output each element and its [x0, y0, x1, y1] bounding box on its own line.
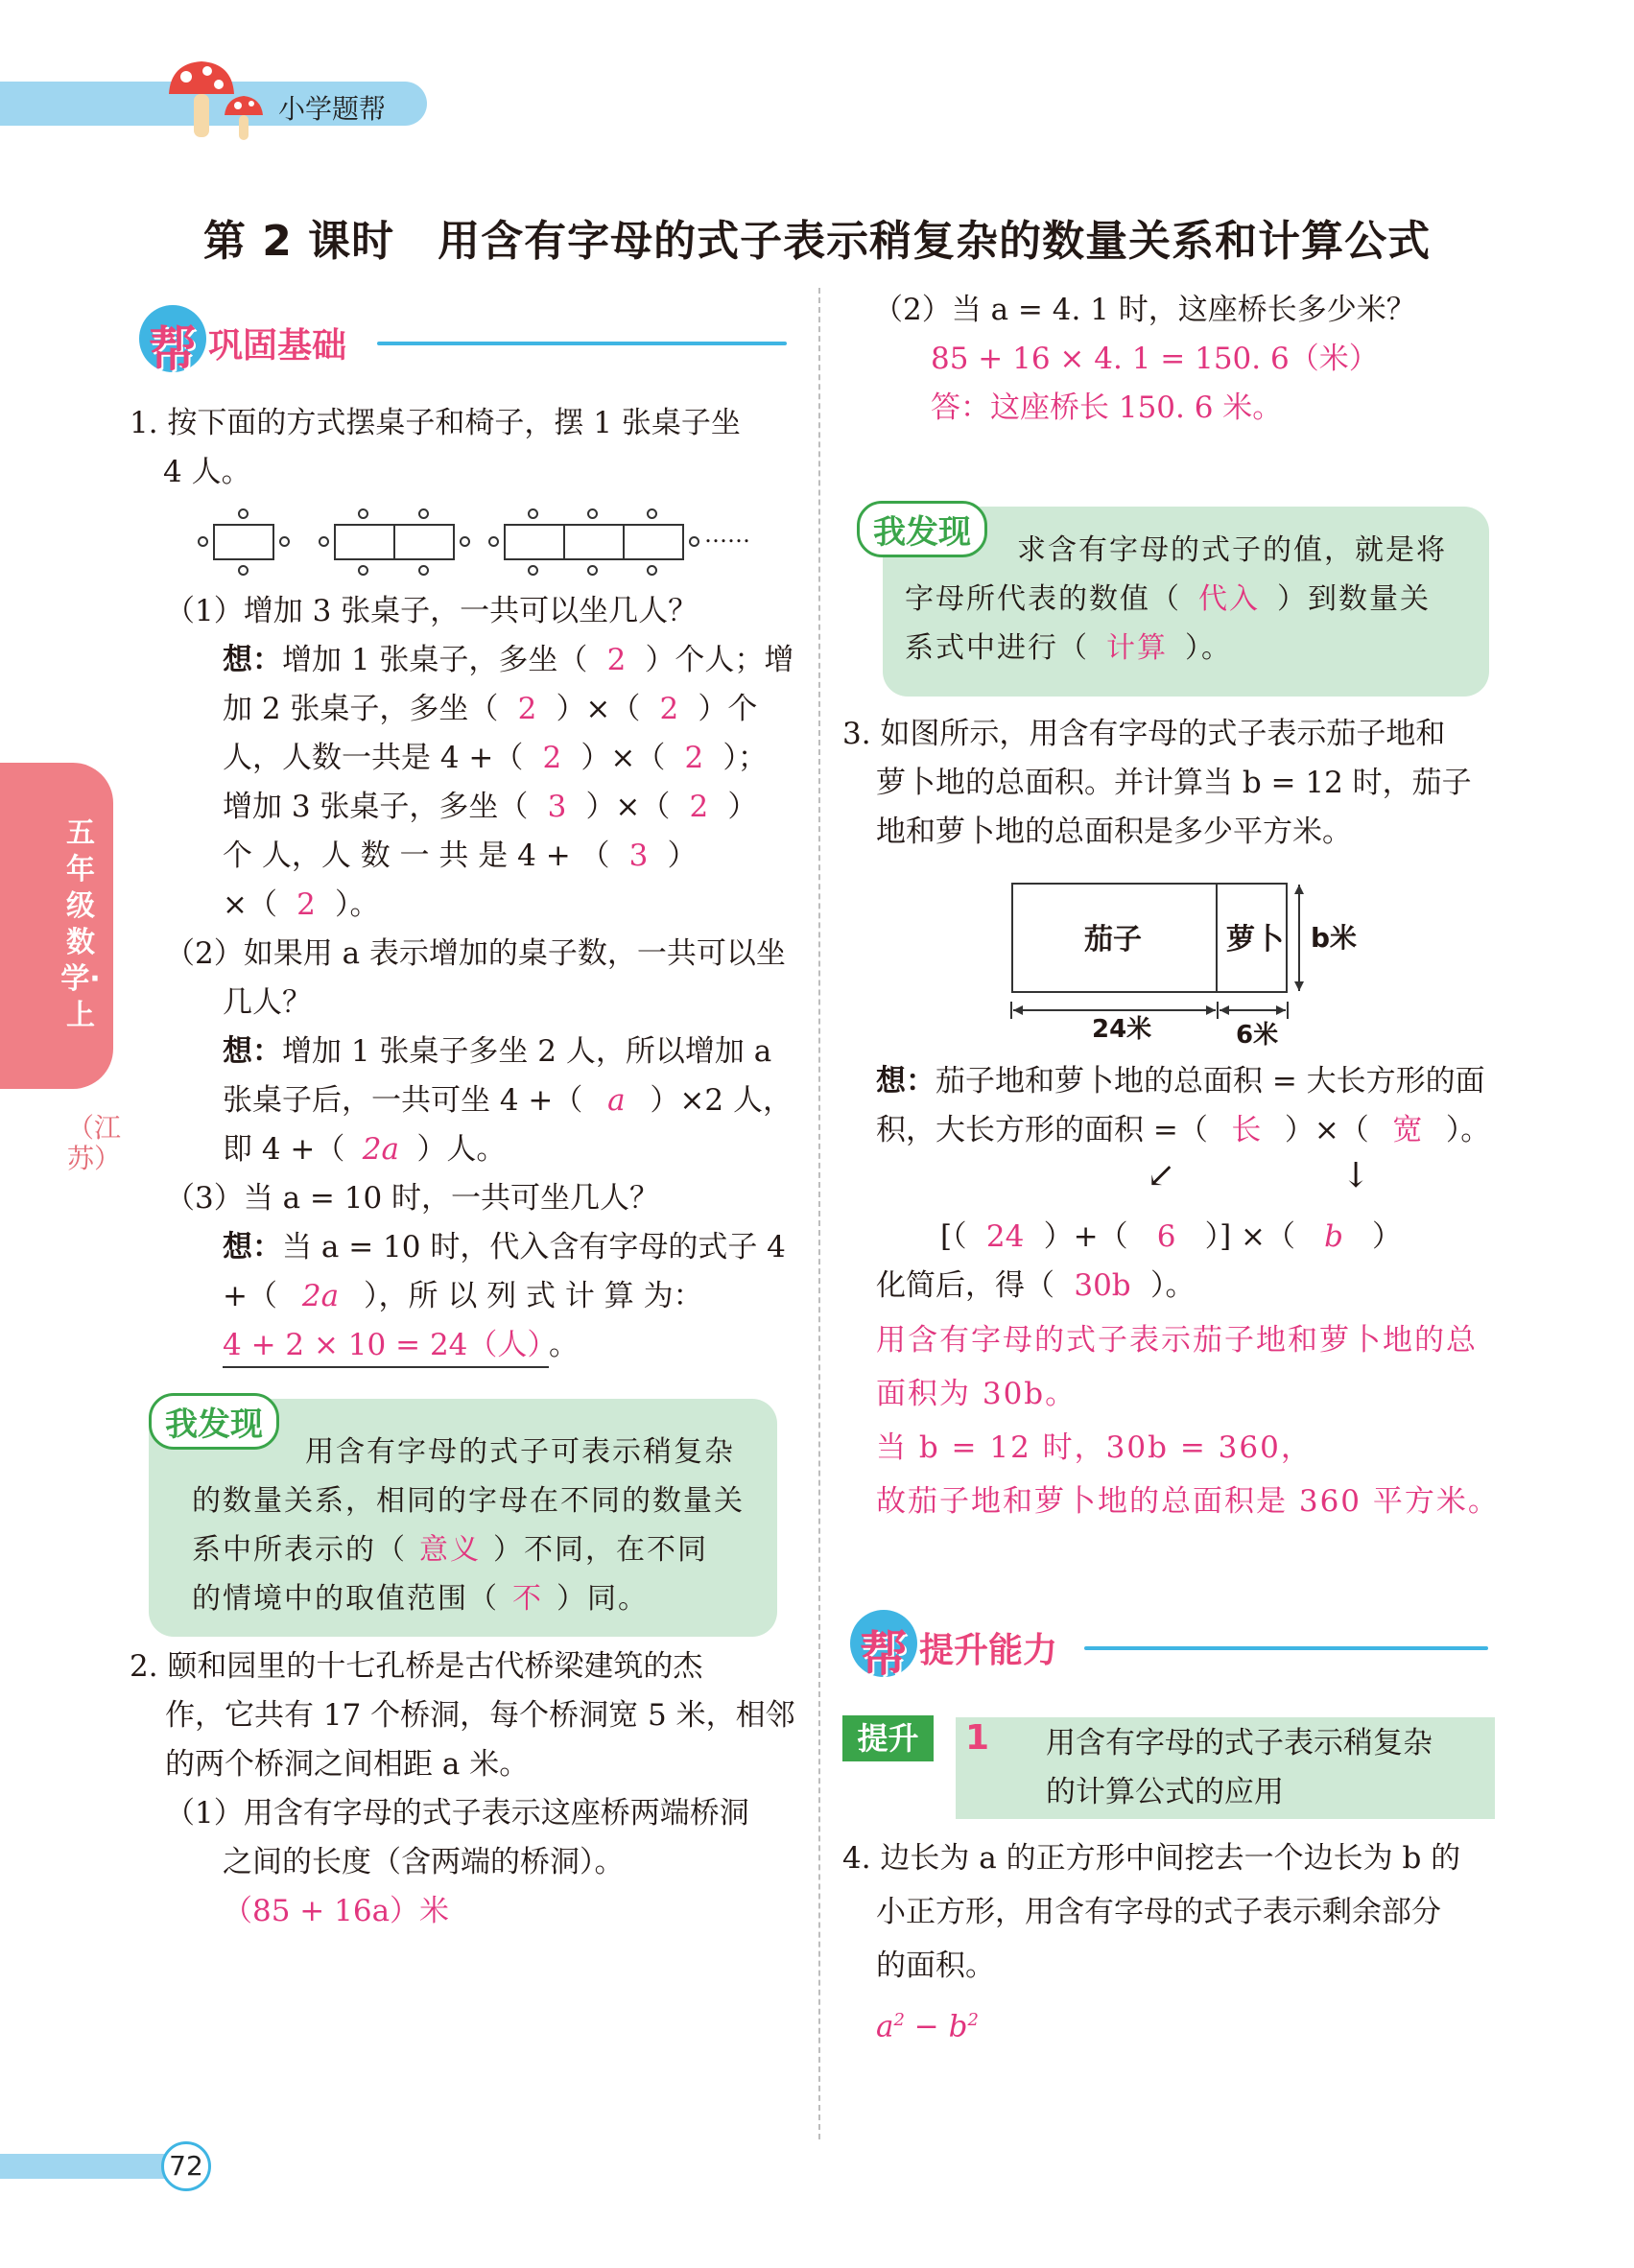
- q3-line2: 萝卜地的总面积。并计算当 b = 12 时，茄子: [876, 766, 1472, 800]
- chair: [198, 536, 208, 547]
- chair: [689, 536, 699, 547]
- q4-line3: 的面积。: [876, 1949, 995, 1983]
- improve-point-label: 提升点: [842, 1715, 934, 1761]
- discovery2-line3: 系式中进行（ 计算 ）。: [905, 631, 1232, 665]
- q1-part1-line3: 人，人数一共是 4 +（ 2 ）×（ 2 ）；: [223, 741, 768, 775]
- chair: [647, 565, 657, 576]
- brand-title: 小学题帮: [278, 93, 387, 125]
- q2-line3: 的两个桥洞之间相距 a 米。: [165, 1747, 530, 1782]
- discovery2-line1: 求含有字母的式子的值，就是将: [1017, 533, 1447, 567]
- q4-line2: 小正方形，用含有字母的式子表示剩余部分: [876, 1895, 1441, 1929]
- side-tab-province: （江苏）: [67, 1112, 122, 1174]
- q1-part2-question-line1: （2）如果用 a 表示增加的桌子数，一共可以坐: [165, 936, 786, 971]
- chair: [460, 536, 470, 547]
- chair: [279, 536, 290, 547]
- q3-answer-line2: 面积为 30b。: [876, 1377, 1077, 1411]
- q4-line1: 4. 边长为 a 的正方形中间挖去一个边长为 b 的: [842, 1841, 1461, 1876]
- q3-line1: 3. 如图所示，用含有字母的式子表示茄子地和: [842, 717, 1446, 751]
- chair: [587, 565, 598, 576]
- page-number: 72: [161, 2141, 211, 2191]
- q1-part2-line2: 张桌子后，一共可坐 4 +（ a ）×2 人，: [223, 1083, 793, 1118]
- chair: [418, 565, 429, 576]
- q3-answer-line3: 当 b = 12 时，30b = 360，: [876, 1430, 1313, 1465]
- table: [623, 524, 684, 560]
- q1-part3-line1: 想：当 a = 10 时，代入含有字母的式子 4: [223, 1230, 786, 1264]
- eggplant-width-label: 24米: [1092, 1015, 1152, 1044]
- chair: [358, 508, 368, 519]
- discovery-line3: 系中所表示的（ 意义 ）不同，在不同: [192, 1533, 708, 1567]
- q3-think-line4: 化简后，得（ 30b ）。: [876, 1268, 1196, 1303]
- discovery-line1: 用含有字母的式子可表示稍复杂: [305, 1435, 735, 1469]
- q3-line3: 地和萝卜地的总面积是多少平方米。: [876, 815, 1352, 849]
- q1-stem-line2: 4 人。: [163, 455, 251, 489]
- height-label: b米: [1311, 922, 1358, 954]
- q1-part3-line2: +（ 2a ），所 以 列 式 计 算 为：: [223, 1279, 703, 1313]
- ellipsis: ……: [704, 521, 750, 548]
- q3-think-line2: 积，大长方形的面积 =（ 长 ）×（ 宽 ）。: [876, 1113, 1491, 1147]
- table: [334, 524, 395, 560]
- q4-answer: $a^2 - b^2$: [876, 2009, 979, 2044]
- q2-part2-question: （2）当 a = 4. 1 时，这座桥长多少米？: [873, 293, 1416, 327]
- q2-part1-line1: （1）用含有字母的式子表示这座桥两端桥洞: [165, 1796, 749, 1831]
- chair: [488, 536, 499, 547]
- chair: [528, 565, 538, 576]
- improve-point-description: 用含有字母的式子表示稍复杂 的计算公式的应用: [1046, 1726, 1433, 1809]
- arrow-left-icon: ↙: [1147, 1156, 1176, 1195]
- q3-answer-line4: 故茄子地和萝卜地的总面积是 360 平方米。: [876, 1484, 1500, 1519]
- discovery2-line2: 字母所代表的数值（ 代入 ）到数量关: [905, 582, 1431, 616]
- discovery-line4: 的情境中的取值范围（ 不 ）同。: [192, 1582, 649, 1616]
- q2-part2-answer1: 85 + 16 × 4. 1 = 150. 6（米）: [931, 342, 1379, 376]
- chair: [528, 508, 538, 519]
- q2-part1-answer: （85 + 16a）米: [223, 1894, 450, 1928]
- q2-part1-line2: 之间的长度（含两端的桥洞）。: [223, 1845, 625, 1879]
- radish-label: 萝卜: [1226, 923, 1284, 957]
- q1-stem-line1: 1. 按下面的方式摆桌子和椅子，摆 1 张桌子坐: [130, 406, 741, 440]
- q2-part2-answer2: 答：这座桥长 150. 6 米。: [931, 390, 1283, 425]
- q1-part2-question-line2: 几人？: [223, 985, 312, 1020]
- field-diagram: [998, 875, 1382, 1050]
- section-rule: [1084, 1646, 1488, 1650]
- q1-part2-line1: 想：增加 1 张桌子多坐 2 人，所以增加 a: [223, 1034, 772, 1069]
- section-header-improve: [850, 1610, 1488, 1682]
- q3-think-line3: [（ 24 ）+（ 6 ）] ×（ b ）: [940, 1219, 1403, 1254]
- discovery-tag-2: 我发现: [857, 501, 987, 557]
- table: [213, 524, 274, 560]
- discovery-line2: 的数量关系，相同的字母在不同的数量关: [192, 1484, 745, 1518]
- column-divider: [818, 288, 820, 2139]
- q1-part1-line1: 想：增加 1 张桌子，多坐（ 2 ）个人；增: [223, 643, 794, 677]
- q3-think-line1: 想：茄子地和萝卜地的总面积 = 大长方形的面: [876, 1064, 1485, 1099]
- lesson-title: 第 2 课时 用含有字母的式子表示稍复杂的数量关系和计算公式: [202, 217, 1432, 266]
- section-badge-char: 帮: [149, 321, 197, 377]
- q1-part1-line2: 加 2 张桌子，多坐（ 2 ）×（ 2 ）个: [223, 692, 758, 726]
- mushroom-icon: [161, 56, 276, 147]
- chair: [418, 508, 429, 519]
- q1-part1-line6: ×（ 2 ）。: [223, 887, 380, 922]
- radish-width-label: 6米: [1236, 1021, 1279, 1050]
- chair: [587, 508, 598, 519]
- chair: [319, 536, 329, 547]
- chair: [238, 565, 249, 576]
- eggplant-label: 茄子: [1084, 923, 1142, 957]
- table: [563, 524, 625, 560]
- q1-part1-line5: 个 人，人 数 一 共 是 4 + （ 3 ）: [223, 839, 698, 873]
- section-title: 提升能力: [919, 1631, 1058, 1670]
- q1-part3-question: （3）当 a = 10 时，一共可坐几人？: [165, 1181, 660, 1216]
- section-header-basics: [139, 305, 787, 377]
- improve-point-number: 1: [965, 1718, 990, 1758]
- q1-part1-question: （1）增加 3 张桌子，一共可以坐几人？: [165, 594, 699, 628]
- arrow-down-icon: ↓: [1341, 1156, 1371, 1195]
- q2-line1: 2. 颐和园里的十七孔桥是古代桥梁建筑的杰: [130, 1649, 703, 1684]
- section-badge-char: 帮: [860, 1626, 908, 1682]
- chair: [647, 508, 657, 519]
- q1-part2-line3: 即 4 +（ 2a ）人。: [223, 1132, 507, 1167]
- dimension-lines: [998, 875, 1382, 1043]
- discovery-tag: 我发现: [149, 1393, 279, 1450]
- q2-line2: 作，它共有 17 个桥洞，每个桥洞宽 5 米，相邻: [165, 1698, 795, 1733]
- section-rule: [377, 342, 787, 345]
- chair: [238, 508, 249, 519]
- chair: [358, 565, 368, 576]
- section-title: 巩固基础: [208, 326, 347, 366]
- table: [393, 524, 455, 560]
- table: [504, 524, 565, 560]
- q3-answer-line1: 用含有字母的式子表示茄子地和萝卜地的总: [876, 1323, 1478, 1358]
- q1-part3-line3: 4 + 2 × 10 = 24（人）。: [223, 1321, 579, 1370]
- q1-part1-line4: 增加 3 张桌子，多坐（ 3 ）×（ 2 ）: [223, 790, 758, 824]
- side-tab-label: 五年级数学·上: [60, 816, 101, 1032]
- tables-diagram: [192, 504, 768, 580]
